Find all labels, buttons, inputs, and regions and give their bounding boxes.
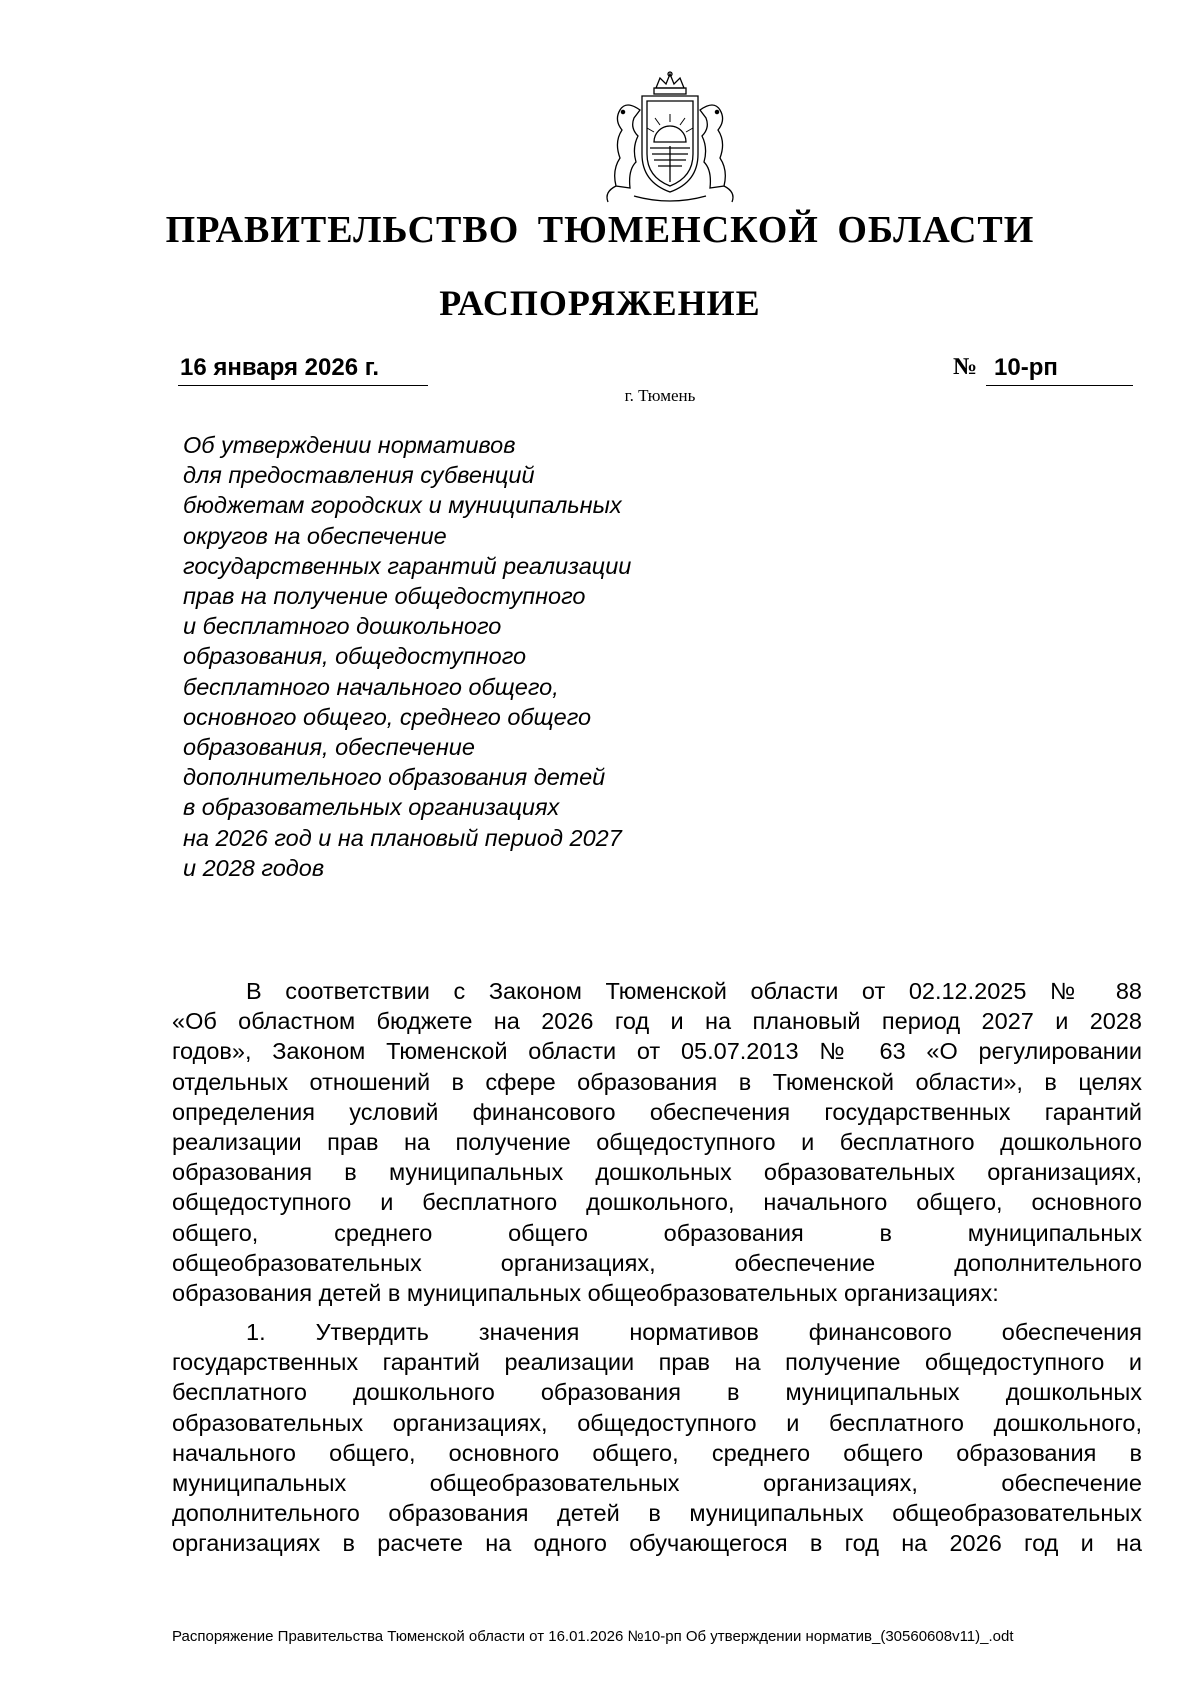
subject-line: основного общего, среднего общего bbox=[183, 703, 592, 730]
subject-line: на 2026 год и на плановый период 2027 bbox=[183, 824, 622, 851]
body-paragraph bbox=[172, 976, 1142, 1308]
subject-line: для предоставления субвенций bbox=[183, 462, 535, 489]
number-field bbox=[986, 354, 1133, 386]
date-field bbox=[178, 354, 428, 386]
subject-line: бесплатного начального общего, bbox=[183, 673, 559, 700]
body-line: образования в муниципальных дошкольных образовательных организациях, bbox=[172, 1159, 1142, 1186]
number-label: № bbox=[953, 354, 978, 380]
body-line: бесплатного дошкольного образования в муниципальных дошкольных bbox=[172, 1379, 1142, 1406]
subject-line: в образовательных организациях bbox=[183, 794, 560, 821]
document-type: РАСПОРЯЖЕНИЕ bbox=[439, 283, 761, 323]
subject-line: бюджетам городских и муниципальных bbox=[183, 492, 622, 519]
body-line: отдельных отношений в сфере образования в Тюменской области», в целях bbox=[172, 1068, 1142, 1095]
subject-line: и 2028 годов bbox=[183, 854, 325, 881]
body-line: 1. Утвердить значения нормативов финансового обеспечения bbox=[246, 1319, 1142, 1346]
body-line: организациях в расчете на одного обучающегося в год на 2026 год и на bbox=[172, 1530, 1142, 1557]
subject-line: дополнительного образования детей bbox=[183, 764, 606, 791]
body-line: общего, среднего общего образования в муниципальных bbox=[172, 1219, 1142, 1246]
body-paragraph bbox=[172, 1317, 1142, 1559]
body-line: «Об областном бюджете на 2026 год и на плановый период 2027 и 2028 bbox=[172, 1008, 1142, 1035]
document-number: 10-рп bbox=[994, 354, 1058, 381]
document-date: 16 января 2026 г. bbox=[180, 354, 379, 381]
body-line: В соответствии с Законом Тюменской области от 02.12.2025 № 88 bbox=[246, 978, 1142, 1004]
body-line: определения условий финансового обеспечения государственных гарантий bbox=[172, 1098, 1142, 1125]
body-line: муниципальных общеобразовательных организациях, обеспечение bbox=[172, 1470, 1142, 1496]
body-line: образовательных организациях, общедоступного и бесплатного дошкольного, bbox=[172, 1409, 1142, 1436]
subject-line: образования, общедоступного bbox=[183, 643, 527, 670]
coat-of-arms-emblem bbox=[590, 70, 750, 210]
body-line: начального общего, основного общего, среднего общего образования в bbox=[172, 1439, 1142, 1466]
body-line: общедоступного и бесплатного дошкольного, начального общего, основного bbox=[172, 1189, 1142, 1216]
document-subject bbox=[183, 430, 703, 883]
document-body bbox=[172, 976, 1142, 1568]
subject-line: Об утверждении нормативов bbox=[183, 432, 516, 458]
body-line: годов», Законом Тюменской области от 05.07.2013 № 63 «О регулировании bbox=[172, 1038, 1142, 1065]
subject-line: округов на обеспечение bbox=[183, 522, 447, 549]
body-line: общеобразовательных организациях, обеспечение дополнительного bbox=[172, 1249, 1142, 1276]
organization-title: ПРАВИТЕЛЬСТВО ТЮМЕНСКОЙ ОБЛАСТИ bbox=[165, 209, 1035, 251]
body-line: образования детей в муниципальных общеобразовательных организациях: bbox=[172, 1279, 999, 1306]
subject-line: государственных гарантий реализации bbox=[183, 552, 632, 579]
page-footer: Распоряжение Правительства Тюменской области от 16.01.2026 №10-рп Об утверждении норматив_(30560608v11)_.odt bbox=[172, 1628, 1014, 1645]
subject-line: прав на получение общедоступного bbox=[183, 583, 586, 610]
body-line: реализации прав на получение общедоступного и бесплатного дошкольного bbox=[172, 1128, 1142, 1155]
body-line: дополнительного образования детей в муниципальных общеобразовательных bbox=[172, 1500, 1142, 1527]
body-line: государственных гарантий реализации прав на получение общедоступного и bbox=[172, 1349, 1142, 1376]
subject-line: образования, обеспечение bbox=[183, 734, 475, 761]
city-line: г. Тюмень bbox=[624, 386, 696, 405]
subject-line: и бесплатного дошкольного bbox=[183, 613, 502, 640]
